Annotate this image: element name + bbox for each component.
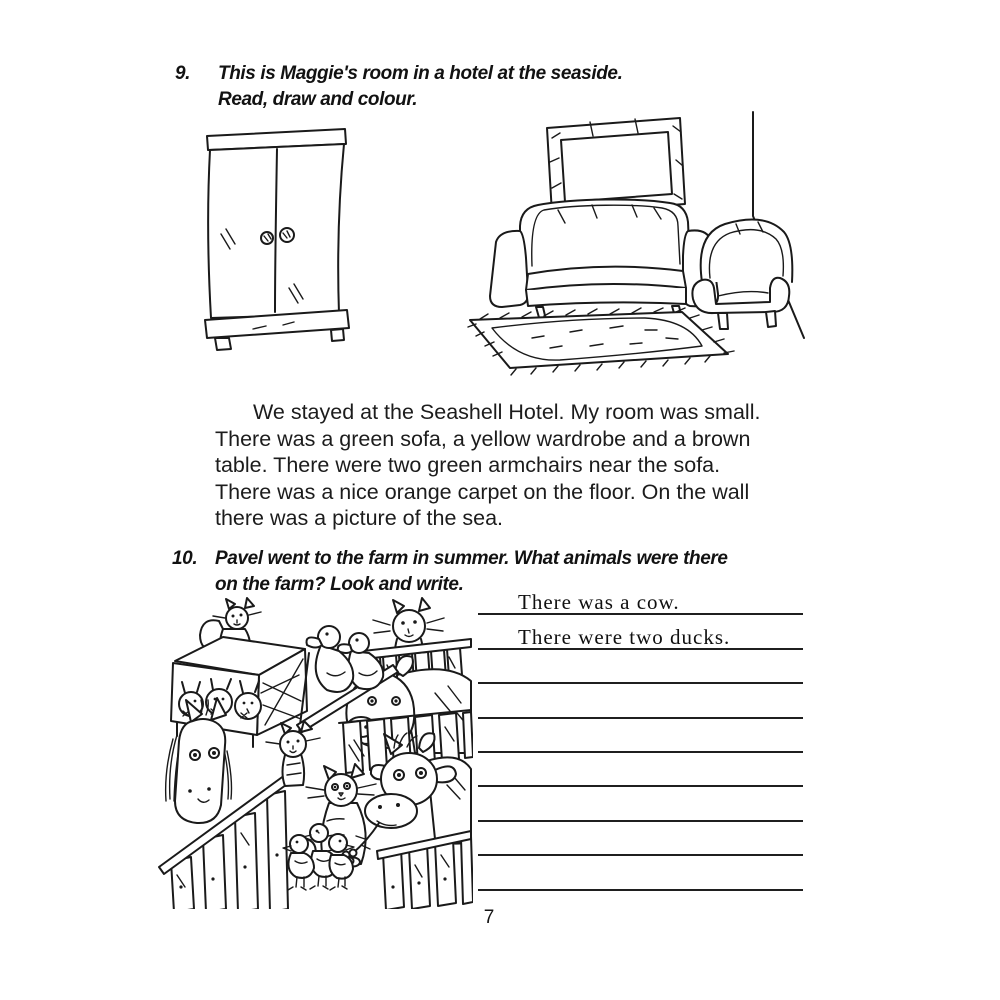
exercise-10-number: 10. xyxy=(172,548,198,569)
answer-line-6[interactable] xyxy=(478,753,803,787)
carpet xyxy=(468,308,734,375)
wardrobe-handle-right xyxy=(280,228,294,242)
answer-text-1: There was a cow. xyxy=(518,590,680,615)
reading-passage: We stayed at the Seashell Hotel. My room was small. There was a green sofa, a yellow wardrobe and a brown table. There were two green armchairs near the sofa. There was a nice orange carpet on the floor. On the wall there was a picture of the sea. xyxy=(215,400,761,531)
answer-text-2: There were two ducks. xyxy=(518,624,731,649)
wardrobe-illustration xyxy=(193,116,361,354)
armchair xyxy=(692,220,792,330)
page-number: 7 xyxy=(483,907,495,928)
answer-line-7[interactable] xyxy=(478,787,803,821)
answer-line-8[interactable] xyxy=(478,822,803,856)
exercise-9-number: 9. xyxy=(175,63,191,84)
answer-line-4[interactable] xyxy=(478,684,803,718)
small-cat-icon xyxy=(266,721,320,786)
exercise-9-instruction: This is Maggie's room in a hotel at the seaside. Read, draw and colour. xyxy=(218,63,623,110)
room-illustration xyxy=(440,106,820,391)
farm-illustration xyxy=(157,593,473,909)
answer-line-3[interactable] xyxy=(478,650,803,684)
wardrobe xyxy=(205,129,349,350)
answer-line-2[interactable] xyxy=(478,615,803,649)
ducks-icon xyxy=(307,626,384,692)
exercise-10-instruction: Pavel went to the farm in summer. What animals were there on the farm? Look and write. xyxy=(215,548,728,595)
answer-lines xyxy=(478,581,803,891)
answer-line-5[interactable] xyxy=(478,719,803,753)
answer-line-1[interactable] xyxy=(478,581,803,615)
sofa xyxy=(490,199,718,321)
answer-line-9[interactable] xyxy=(478,856,803,890)
